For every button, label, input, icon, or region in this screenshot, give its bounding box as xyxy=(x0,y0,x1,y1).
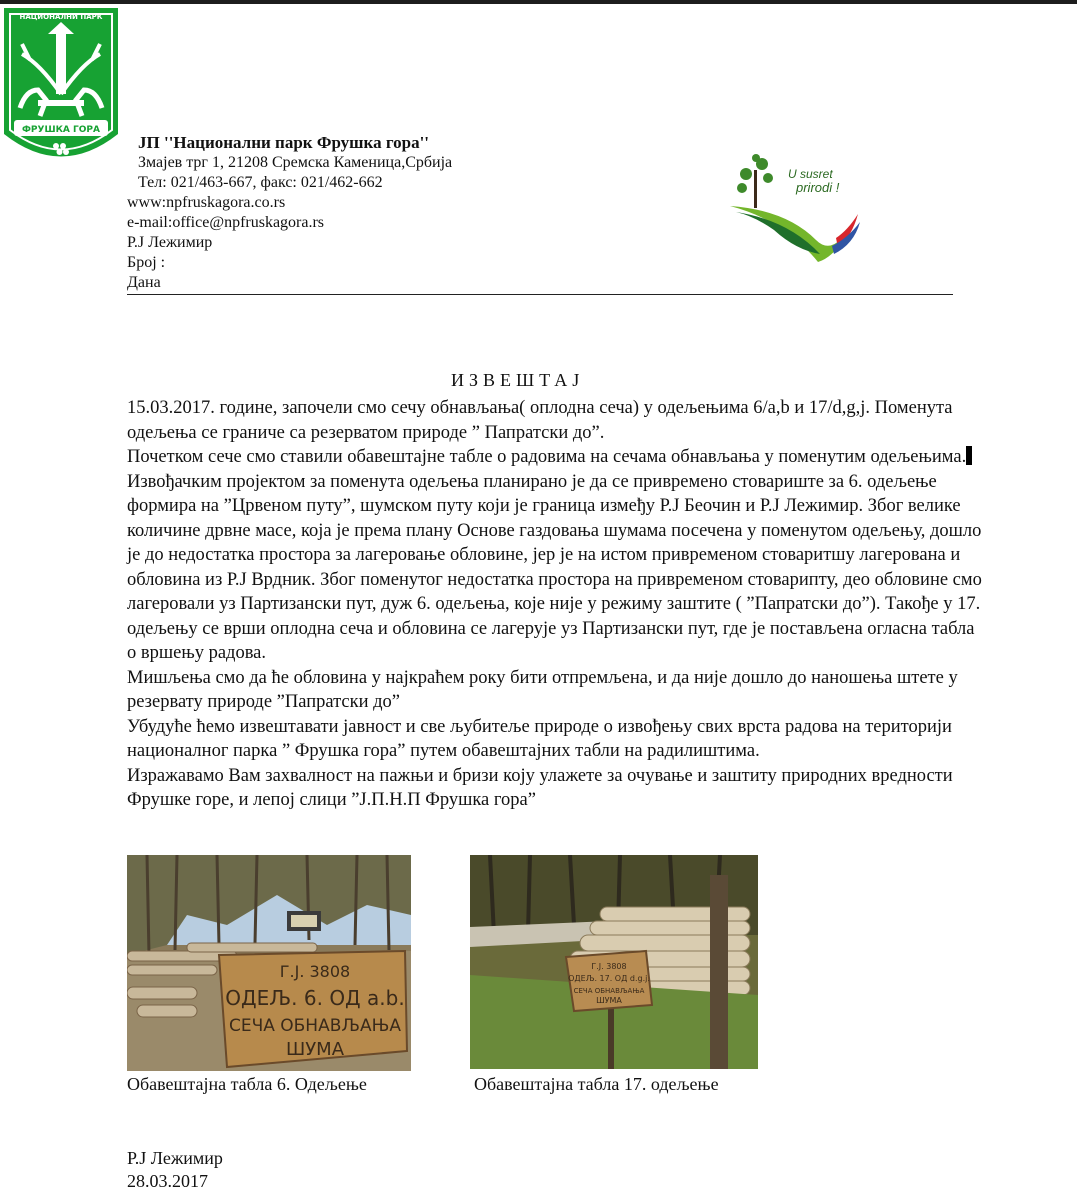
sign-text-line: ШУМА xyxy=(596,996,622,1005)
text-cursor xyxy=(966,446,972,465)
slogan-logo xyxy=(726,150,862,266)
footer-unit: Р.Ј Лежимир xyxy=(127,1148,223,1168)
org-unit: Р.Ј Лежимир xyxy=(127,234,213,251)
date-label: Дана xyxy=(127,274,161,291)
photo-sign-6 xyxy=(127,855,411,1071)
organization-name: ЈП ''Национални парк Фрушка гора'' xyxy=(138,133,430,152)
national-park-logo xyxy=(0,4,122,170)
sign-text-line: СЕЧА ОБНАВЉАЊА xyxy=(573,987,645,995)
report-body xyxy=(127,396,987,813)
logo-top-text: НАЦИОНАЛНИ ПАРК xyxy=(19,13,103,21)
report-paragraph-4: Убудуће ћемо извештавати јавност и све љубитеље природе о извођењу свих врста радова на територији националног парка ” Фрушка гора” путем обавештајних табли на радилиштима. xyxy=(127,716,952,761)
sign-text-line: СЕЧА ОБНАВЉАЊА xyxy=(228,1016,402,1036)
report-title: ИЗВЕШТАЈ xyxy=(451,370,585,390)
report-paragraph-3: Мишљења смо да ће обловина у најкраћем року бити отпремљена, и да није дошло до наношења штете у резервату природе ”Папратски до” xyxy=(127,667,958,712)
report-paragraph-5: Изражавамо Вам захвалност на пажњи и бризи коју улажете за очување и заштиту природних вредности Фрушке горе, и лепој слици ”Ј.П.Н.П Фрушка гора” xyxy=(127,765,953,810)
report-paragraph-2b: Извођачким пројектом за поменута одељења планирано је да се привремено стовариште за 6. одељење формира на ”Црвеном путу”, шумском путу који је граница између Р.Ј Беочин и Р.Ј Лежимир. Због велике количине дрвне масе, која је према плану Основе газдовања шумама посечена у поменутом одељењу, дошло је до недостатка простора за лагеровање обловине, јер је на истом привременом стоваритшу лагерована и обловина из Р.Ј Врдник. Због поменутог недостатка простора на привременом стоварипту, део обловине смо лагеровали уз Партизански пут, дуж 6. одељења, које није у режиму заштите ( ”Папратски до”). Такође у 17. одељењу се врши оплодна сеча и обловина се лагерује уз Партизански пут, где је постављена огласна табла о вршењу радова. xyxy=(127,471,982,663)
number-label: Број : xyxy=(127,254,166,271)
sign-text-line: ОДЕЉ. 17. ОД d.g.j. xyxy=(568,974,650,983)
slogan-line2: prirodi ! xyxy=(796,180,840,195)
sign-text-line: ШУМА xyxy=(285,1039,345,1060)
photo-caption-6: Обавештајна табла 6. Одељење xyxy=(127,1074,367,1094)
slogan-line1: U susret xyxy=(788,167,833,181)
org-website: www:npfruskagora.co.rs xyxy=(127,194,286,211)
header-divider xyxy=(127,294,953,295)
top-border xyxy=(0,0,1077,4)
sign-text-line: Г.Ј. 3808 xyxy=(279,962,351,981)
report-paragraph-2a: Почетком сече смо ставили обавештајне табле о радовима на сечама обнављања у поменутим одељењима. xyxy=(127,447,967,467)
report-paragraph-1: 15.03.2017. године, започели смо сечу обнављања( оплодна сеча) у одељењима 6/a,b и 17/d,g,j. Поменута одељења се граниче са резерватом природе ” Папратски до”. xyxy=(127,398,953,443)
org-address: Змајев трг 1, 21208 Сремска Каменица,Србија xyxy=(138,154,453,171)
footer-date: 28.03.2017 xyxy=(127,1171,208,1191)
sign-text-line: ОДЕЉ. 6. ОД a.b. xyxy=(225,986,405,1010)
logo-bottom-text: ФРУШКА ГОРА xyxy=(22,125,100,135)
report-paragraph-2 xyxy=(127,445,987,666)
sign-text-line: Г.Ј. 3808 xyxy=(591,962,627,971)
org-email: e-mail:office@npfruskagora.rs xyxy=(127,214,325,231)
photo-caption-17: Обавештајна табла 17. одељење xyxy=(474,1074,719,1094)
org-phone: Тел: 021/463-667, факс: 021/462-662 xyxy=(138,174,383,191)
photo-sign-17 xyxy=(470,855,758,1069)
